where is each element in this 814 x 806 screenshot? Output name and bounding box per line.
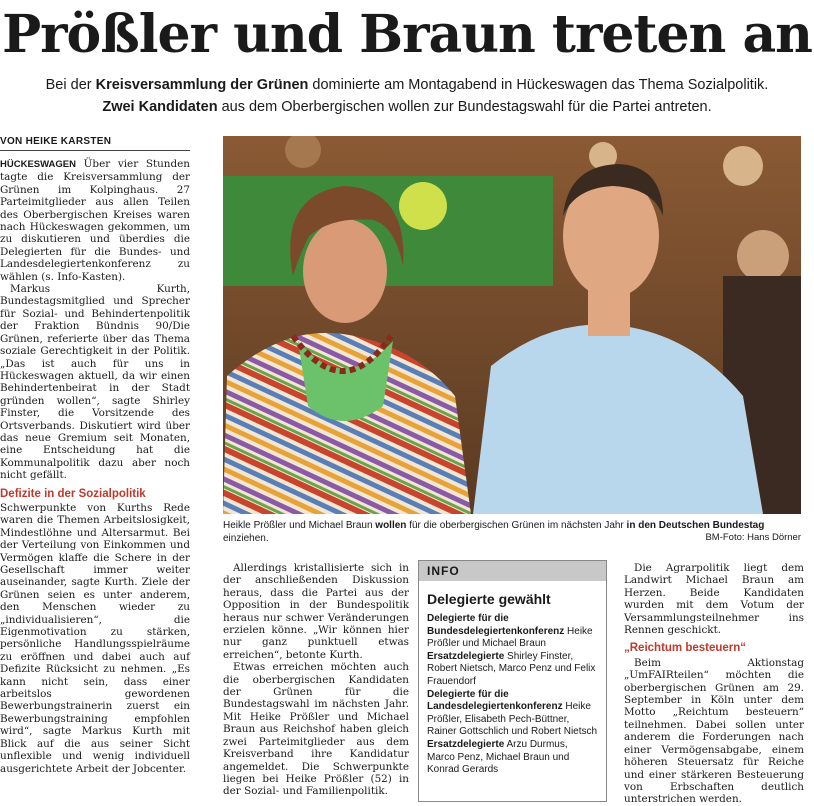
col4-paragraph-1: Die Agrarpolitik liegt dem Landwirt Michael Braun am Herzen. Beide Kandidaten wurden mit dem Votum der Versammlungsteilnehmer ins Rennen geschickt.	[624, 562, 804, 637]
article-column-4	[624, 562, 804, 806]
green-banner	[223, 176, 553, 286]
info-g2-names: Shirley Finster, Robert Nietsch, Marco Penz und Felix Frauendorf	[427, 650, 596, 687]
info-g1-label: Delegierte für die Bundesdelegiertenkonferenz	[427, 613, 565, 637]
deck-line1-post: dominierte am Montagabend in Hückeswagen das Thema Sozialpolitik.	[308, 77, 769, 93]
info-g1-names: Heike Prößler und Michael Braun	[427, 625, 593, 650]
info-group-1	[427, 613, 598, 651]
article-column-1	[0, 158, 190, 775]
info-g2-label: Ersatzdelegierte	[427, 650, 505, 662]
col1-paragraph-3: Schwerpunkte von Kurths Rede waren die Themen Arbeitslosigkeit, Mindestlöhne und Altersarmut. Bei der Verteilung von Einkommen und Vermögen klaffe die Schere in der Gesellschaft immer weiter auseinander, sagte Kurth. Ziele der Grünen seien es unter anderem, den Menschen wieder zu „individualisieren“, die Eigenmotivation zu stärken, persönliche Handlungsspielräume zu eröffnen und dabei auch auf Defizite Rücksicht zu nehmen. „Es kann nicht sein, dass einer arbeitslos gewordenen Bewerbungstrainerin zuerst ein Bewerbungstraining empfohlen wird“, sagte Markus Kurth mit Blick auf die aus seiner Sicht unflexible und wenig individuell ausgerichtete Arbeit der Jobcenter.	[0, 501, 190, 775]
caption-text-1: Heikle Prößler und Michael Braun	[223, 520, 376, 531]
caption-text-3: einziehen.	[223, 533, 269, 544]
col1-paragraph-2: Markus Kurth, Bundestagsmitglied und Sprecher für Sozial- und Behindertenpolitik der Fraktion Bündnis 90/Die Grünen, referierte über das Thema soziale Gerechtigkeit in der Politik. „Das ist auch für uns in Hückeswagen aktuell, da wir einen Behindertenbeirat in der Stadt gründen wollen“, sagte Shirley Finster, die Vorsitzende des Ortsverbands. Diskutiert wird über das neue Gremium seit Monaten, eine Entscheidung hat die Kommunalpolitik dazu aber noch nicht gefällt.	[0, 283, 190, 482]
caption-bold-2: in den Deutschen Bundestag	[626, 520, 765, 531]
subheading-defizite: Defizite in der Sozialpolitik	[0, 487, 146, 500]
article-column-2	[223, 562, 409, 798]
deck-line1-pre: Bei der	[45, 77, 96, 93]
col2-paragraph-1: Allerdings kristallisierte sich in der anschließenden Diskussion heraus, dass die Partei aus der Opposition in der Bundespolitik heraus nur schwer Veränderungen erzielen könne. „Wir können hier nur ganz punktuell etwas erreichen“, betonte Kurth.	[223, 562, 409, 661]
headline: Prößler und Braun treten an	[2, 4, 812, 65]
deck-line2-bold: Zwei Kandidaten	[102, 99, 218, 115]
col1-p1-text: Über vier Stunden tagte die Kreisversammlung der Grünen im Kolpinghaus. 27 Parteimitglieder aus allen Teilen des Oberbergischen Kreises waren nach Hückeswagen gekommen, um zu diskutieren und überdies die Delegierten für die Bundes- und Landesdelegiertenkonferenz zu wählen (s. Info-Kasten).	[0, 158, 190, 283]
photo-illustration	[223, 136, 801, 514]
col1-paragraph-1	[0, 158, 190, 283]
photo-credit: BM-Foto: Hans Dörner	[705, 532, 801, 543]
info-g3-label: Delegierte für die Landesdelegiertenkonferenz	[427, 688, 563, 713]
byline-rule	[0, 150, 190, 151]
subheading-reichtum: „Reichtum besteuern“	[624, 642, 747, 655]
deck	[20, 74, 794, 118]
byline: VON HEIKE KARSTEN	[0, 136, 112, 147]
photo	[223, 136, 801, 514]
caption-bold-1: wollen	[375, 520, 407, 531]
caption-text-2: für die oberbergischen Grünen im nächsten Jahr	[406, 520, 627, 531]
info-group-2	[427, 651, 598, 689]
info-g4-label: Ersatzdelegierte	[427, 738, 505, 750]
col4-paragraph-2: Beim Aktionstag „UmFAIRteilen“ möchten die oberbergischen Grünen am 29. September in Köln unter dem Motto „Reichtum besteuern“ teilnehmen. Dabei sollen unter anderem die Forderungen nach einer Vermögensabgabe, einem höheren Steuersatz für Reiche und einer stärkeren Besteuerung von Erbschaften deutlich unterstrichen werden.	[624, 656, 804, 806]
info-box	[418, 560, 607, 802]
info-body	[427, 613, 598, 777]
col2-paragraph-2: Etwas erreichen möchten auch die oberbergischen Kandidaten der Grünen für die Bundestagswahl im nächsten Jahr. Mit Heike Prößler und Michael Braun aus Reichshof haben gleich zwei Parteimitglieder aus dem Kreisverband ihre Kandidatur angemeldet. Die Schwerpunkte liegen bei Heike Prößler (52) in der Sozial- und Familienpolitik.	[223, 661, 409, 798]
deck-line1-bold: Kreisversammlung der Grünen	[95, 77, 309, 93]
info-g4-names: Arzu Durmus, Marco Penz, Michael Braun und Konrad Gerards	[427, 738, 570, 776]
info-title: Delegierte gewählt	[427, 591, 551, 607]
info-group-3	[427, 689, 598, 739]
dateline: HÜCKESWAGEN	[0, 159, 77, 170]
info-label: INFO	[419, 561, 606, 581]
woman-face	[303, 219, 387, 323]
info-group-4	[427, 739, 598, 777]
info-g3-names: Heike Prößler, Elisabeth Pech-Büttner, Rainer Gottschlich und Robert Nietsch	[427, 701, 598, 738]
deck-line2-post: aus dem Oberbergischen wollen zur Bundestagswahl für die Partei antreten.	[217, 99, 712, 115]
